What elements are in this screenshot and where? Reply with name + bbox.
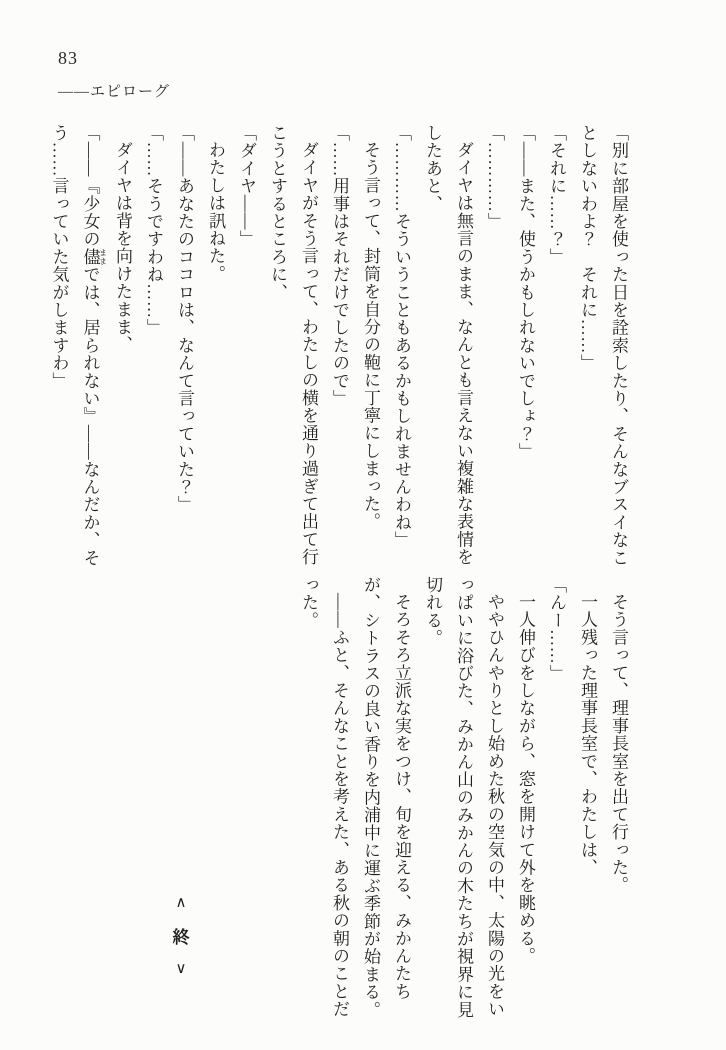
paragraph: 「——あなたのココロは、なんて言っていた？」	[175, 124, 194, 514]
end-marker-label: 終	[172, 928, 190, 947]
paragraph: 「…………そういうこともあるかもしれませんわね」	[392, 124, 411, 549]
paragraph: そう言って、理事長室を出て行った。	[609, 593, 628, 894]
end-marker-close-bracket: ∨	[175, 961, 187, 977]
paragraph: 「んー……」	[547, 576, 566, 683]
paragraph: ダイヤは無言のまま、なんとも言えない複雑な表情をしたあと、	[423, 124, 473, 566]
end-marker-open-bracket: ∧	[175, 895, 187, 911]
paragraph: 「ダイヤ——」	[237, 124, 256, 248]
paragraph: ややひんやりとし始めた秋の空気の中、太陽の光をいっぱいに浴びた、みかん山のみかんの木たちが視界に見切れる。	[423, 576, 504, 1019]
paragraph: そう言って、封筒を自分の鞄に丁寧にしまった。	[361, 141, 380, 531]
page-number: 83	[58, 48, 78, 68]
paragraph: 「……そうですわね……」	[144, 124, 163, 337]
text-band-upper	[44, 124, 635, 567]
paragraph: わたしは訊ねた。	[206, 141, 225, 283]
paragraph: ダイヤは背を向けたまま、	[113, 141, 132, 354]
paragraph: 一人残った理事長室で、わたしは、	[578, 593, 597, 877]
paragraph: ダイヤがそう言って、わたしの横を通り過ぎて出て行こうとするところに、	[268, 124, 318, 566]
paragraph: 「……用事はそれだけでしたので」	[330, 124, 349, 408]
paragraph: 「——『少女の儘 ままでは、居られない』——なんだか、そう……言っていた気がしますわ」	[49, 124, 108, 567]
text-band-lower	[293, 576, 634, 1019]
paragraph: そろそろ立派な実をつけ、旬を迎える、みかんたちが、シトラスの良い香りを内浦中に運ぶ季節が始まる。	[361, 576, 411, 1019]
paragraph: ——ふと、そんなことを考えた、ある秋の朝のことだった。	[299, 576, 349, 1018]
paragraph: 「別に部屋を使った日を詮索したり、そんなブスイなことしないわよ？ それに……」	[578, 124, 628, 567]
running-head	[58, 48, 170, 101]
section-title: ——エピローグ	[58, 84, 171, 100]
paragraph: 「それに……？」	[547, 124, 566, 266]
paragraph: 「…………」	[485, 124, 504, 231]
end-marker	[164, 893, 198, 978]
paragraph: 一人伸びをしながら、窓を開けて外を眺める。	[516, 593, 535, 965]
paragraph: 「——また、使うかもしれないでしょ？」	[516, 124, 535, 461]
